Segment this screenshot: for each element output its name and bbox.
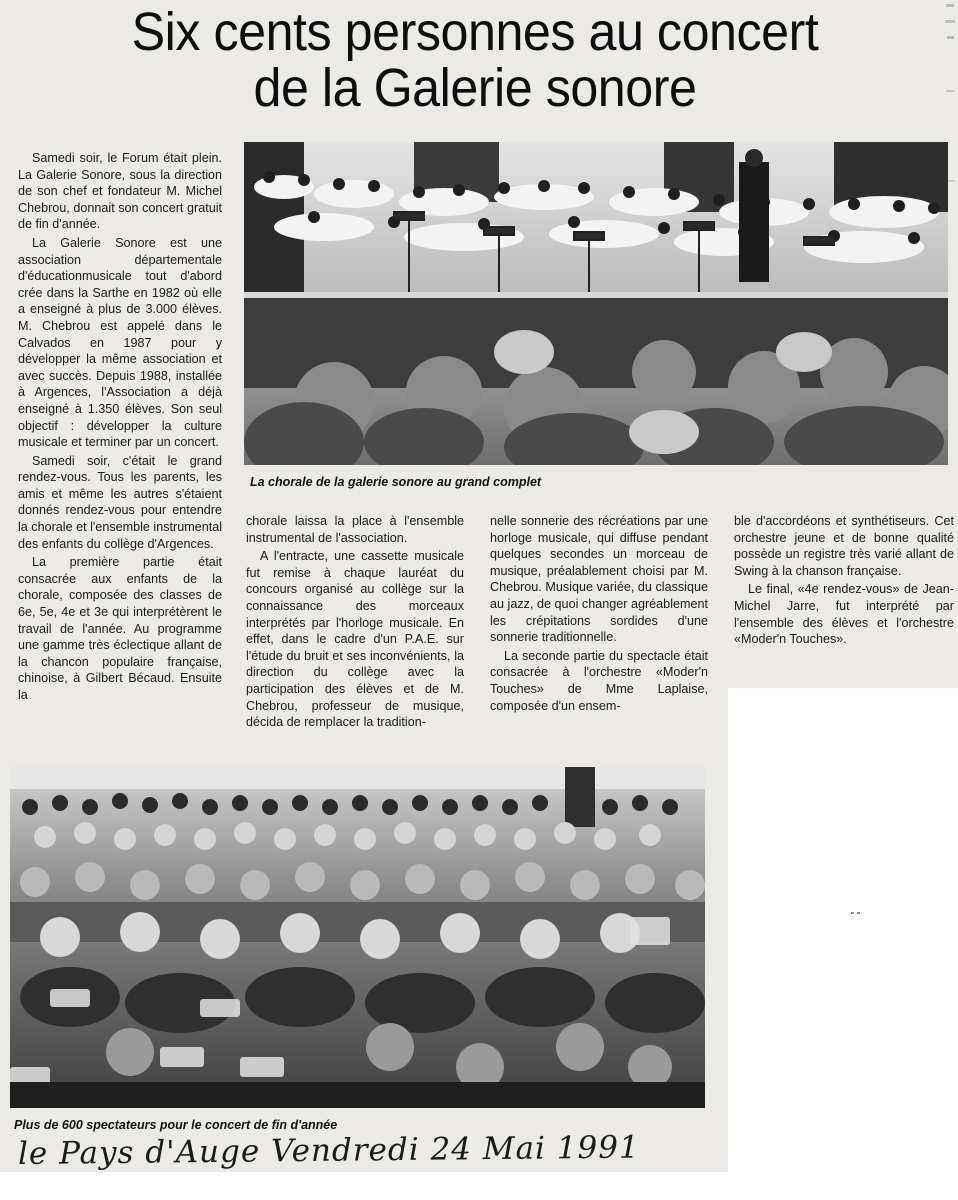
paragraph: La Galerie Sonore est une association départementale d'éducationmusicale tout d'abord crée dans la Sarthe en 1982 où elle a enseigné à plus de 3.000 élèves. M. Chebrou est appelé dans le Calvados en 1987 pour y développer la même association et avec succès. Depuis 1988, installée à Argences, l'Association a déjà enseigné à 1.350 élèves. Son seul objectif : développer la culture musicale et terminer par un concert. bbox=[18, 235, 222, 450]
bottom-photo-caption: Plus de 600 spectateurs pour le concert de fin d'année bbox=[14, 1118, 338, 1132]
paragraph: Le final, «4e rendez-vous» de Jean-Michel Jarre, fut interprété par l'ensemble des élèves et l'orchestre «Moder'n Touches». bbox=[734, 582, 954, 647]
paragraph: ble d'accordéons et synthétiseurs. Cet orchestre jeune et de bonne qualité possède un registre très varié allant de Swing à la chanson française. bbox=[734, 514, 954, 578]
paragraph: La seconde partie du spectacle était consacrée à l'orchestre «Moder'n Touches» de Mme Laplaise, composée d'un ensem- bbox=[490, 648, 708, 713]
article-column-2 bbox=[246, 513, 464, 731]
headline-line-2: de la Galerie sonore bbox=[253, 58, 697, 118]
top-photo-caption: La chorale de la galerie sonore au grand complet bbox=[250, 475, 542, 489]
paragraph: La première partie était consacrée aux enfants de la chorale, composée des classes de 6e, 5e, 4e et 3e qui interprétèrent le travail de l'année. Au programme une gamme très éclectique allant de la chancon populaire française, chinoise, à Gilbert Bécaud. Ensuite la bbox=[18, 555, 222, 702]
page-background-bottom bbox=[0, 1172, 958, 1200]
paragraph: Samedi soir, le Forum était plein. La Galerie Sonore, sous la direction de son chef et fondateur M. Michel Chebrou, donnait son concert gratuit de fin d'année. bbox=[18, 151, 222, 232]
choir-stage-photo bbox=[244, 142, 948, 465]
paragraph: nelle sonnerie des récréations par une horloge musicale, qui diffuse pendant quelques secondes un morceau de musique, préalablement choisi par M. Chebrou. Musique variée, du classique au jazz, de quoi changer agréablement les crépitations sordides d'une sonnerie traditionnelle. bbox=[490, 514, 708, 645]
paragraph: A l'entracte, une cassette musicale fut remise à chaque lauréat du concours organisé au collège sur la connaissance des morceaux interprétés par l'horloge musicale. En effet, dans le cadre d'un P.A.E. sur l'étude du bruit et ses inconvénients, la direction du collège avec la participation des élèves et de M. Chebrou, professeur de musique, décida de remplacer la tradition- bbox=[246, 549, 464, 730]
paragraph: chorale laissa la place à l'ensemble instrumental de l'association. bbox=[246, 514, 464, 545]
headline bbox=[52, 0, 898, 116]
paragraph: Samedi soir, c'était le grand rendez-vous. Tous les parents, les amis et même les autres s'étaient donnés rendez-vous pour entendre la chorale et l'ensemble instrumental des enfants du collège d'Argences. bbox=[18, 453, 223, 551]
audience-photo bbox=[10, 767, 705, 1108]
scan-speck bbox=[851, 912, 861, 914]
page-background bbox=[728, 688, 958, 1200]
article-column-3 bbox=[490, 513, 708, 714]
article-column-1 bbox=[18, 150, 222, 704]
headline-line-1: Six cents personnes au concert bbox=[131, 2, 819, 62]
article-column-4 bbox=[734, 513, 954, 648]
handwritten-source-note: le Pays d'Auge Vendredi 24 Mai 1991 bbox=[17, 1129, 640, 1172]
